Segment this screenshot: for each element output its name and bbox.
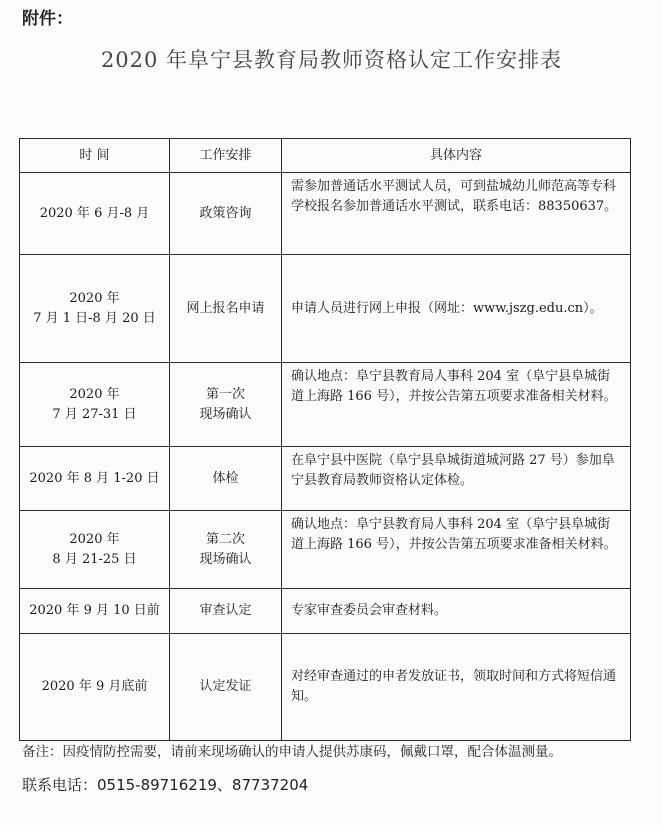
time-cell <box>20 634 170 741</box>
task-text: 现场确认 <box>199 551 252 567</box>
detail-cell: 对经审查通过的申者发放证书，领取时间和方式将短信通知。 <box>282 634 631 741</box>
time-text: 2020 年 <box>69 290 120 306</box>
task-text: 第二次 <box>205 531 245 547</box>
task-cell <box>170 634 282 741</box>
time-cell <box>20 447 170 511</box>
column-header-task: 工作安排 <box>170 139 282 173</box>
time-text: 2020 年 <box>69 386 120 402</box>
task-text: 政策咨询 <box>199 205 252 221</box>
task-cell <box>170 447 282 511</box>
time-cell <box>20 255 170 363</box>
table-row <box>20 511 631 589</box>
detail-cell: 确认地点：阜宁县教育局人事科 204 室（阜宁县阜城街道上海路 166 号），并按公告第五项要求准备相关材料。 <box>282 363 631 447</box>
time-text: 2020 年 8 月 1-20 日 <box>29 470 160 486</box>
detail-cell: 需参加普通话水平测试人员，可到盐城幼儿师范高等专科学校报名参加普通话水平测试，联系电话：88350637。 <box>282 173 631 255</box>
task-text: 认定发证 <box>199 679 252 694</box>
time-cell <box>20 173 170 255</box>
column-header-time: 时 间 <box>20 139 170 173</box>
table-row <box>20 363 631 447</box>
detail-cell: 确认地点：阜宁县教育局人事科 204 室（阜宁县阜城街道上海路 166 号），并按公告第五项要求准备相关材料。 <box>282 511 631 589</box>
task-cell <box>170 589 282 634</box>
task-text: 现场确认 <box>199 406 252 422</box>
table-row <box>20 255 631 363</box>
time-text: 7 月 27-31 日 <box>52 406 137 422</box>
time-text: 2020 年 <box>69 531 120 547</box>
task-cell <box>170 255 282 363</box>
table-row <box>20 589 631 634</box>
time-cell <box>20 511 170 589</box>
footnote: 备注：因疫情防控需要，请前来现场确认的申请人提供苏康码，佩戴口罩，配合体温测量。 <box>22 744 562 760</box>
column-header-detail: 具体内容 <box>282 139 631 173</box>
table-header-row <box>20 139 631 173</box>
time-text: 8 月 21-25 日 <box>52 551 137 567</box>
time-cell <box>20 363 170 447</box>
task-cell <box>170 363 282 447</box>
document-title: 2020 年阜宁县教育局教师资格认定工作安排表 <box>100 48 563 72</box>
time-text: 2020 年 6 月-8 月 <box>39 205 150 221</box>
time-text: 7 月 1 日-8 月 20 日 <box>33 310 156 326</box>
detail-cell: 专家审查委员会审查材料。 <box>282 589 631 634</box>
detail-cell: 在阜宁县中医院（阜宁县阜城街道城河路 27 号）参加阜宁县教育局教师资格认定体检。 <box>282 447 631 511</box>
task-text: 体检 <box>212 470 239 486</box>
time-cell <box>20 589 170 634</box>
table-row <box>20 447 631 511</box>
contact-phone: 联系电话：0515-89716219、87737204 <box>22 776 309 794</box>
table-row <box>20 173 631 255</box>
table-row <box>20 634 631 741</box>
task-text: 审查认定 <box>199 603 252 618</box>
schedule-table <box>19 138 631 741</box>
task-cell <box>170 173 282 255</box>
time-text: 2020 年 9 月底前 <box>41 679 148 694</box>
detail-cell: 申请人员进行网上申报（网址：www.jszg.edu.cn）。 <box>282 255 631 363</box>
attachment-label: 附件： <box>22 9 73 29</box>
task-text: 第一次 <box>205 386 245 402</box>
time-text: 2020 年 9 月 10 日前 <box>29 603 160 618</box>
task-cell <box>170 511 282 589</box>
task-text: 网上报名申请 <box>186 300 265 316</box>
